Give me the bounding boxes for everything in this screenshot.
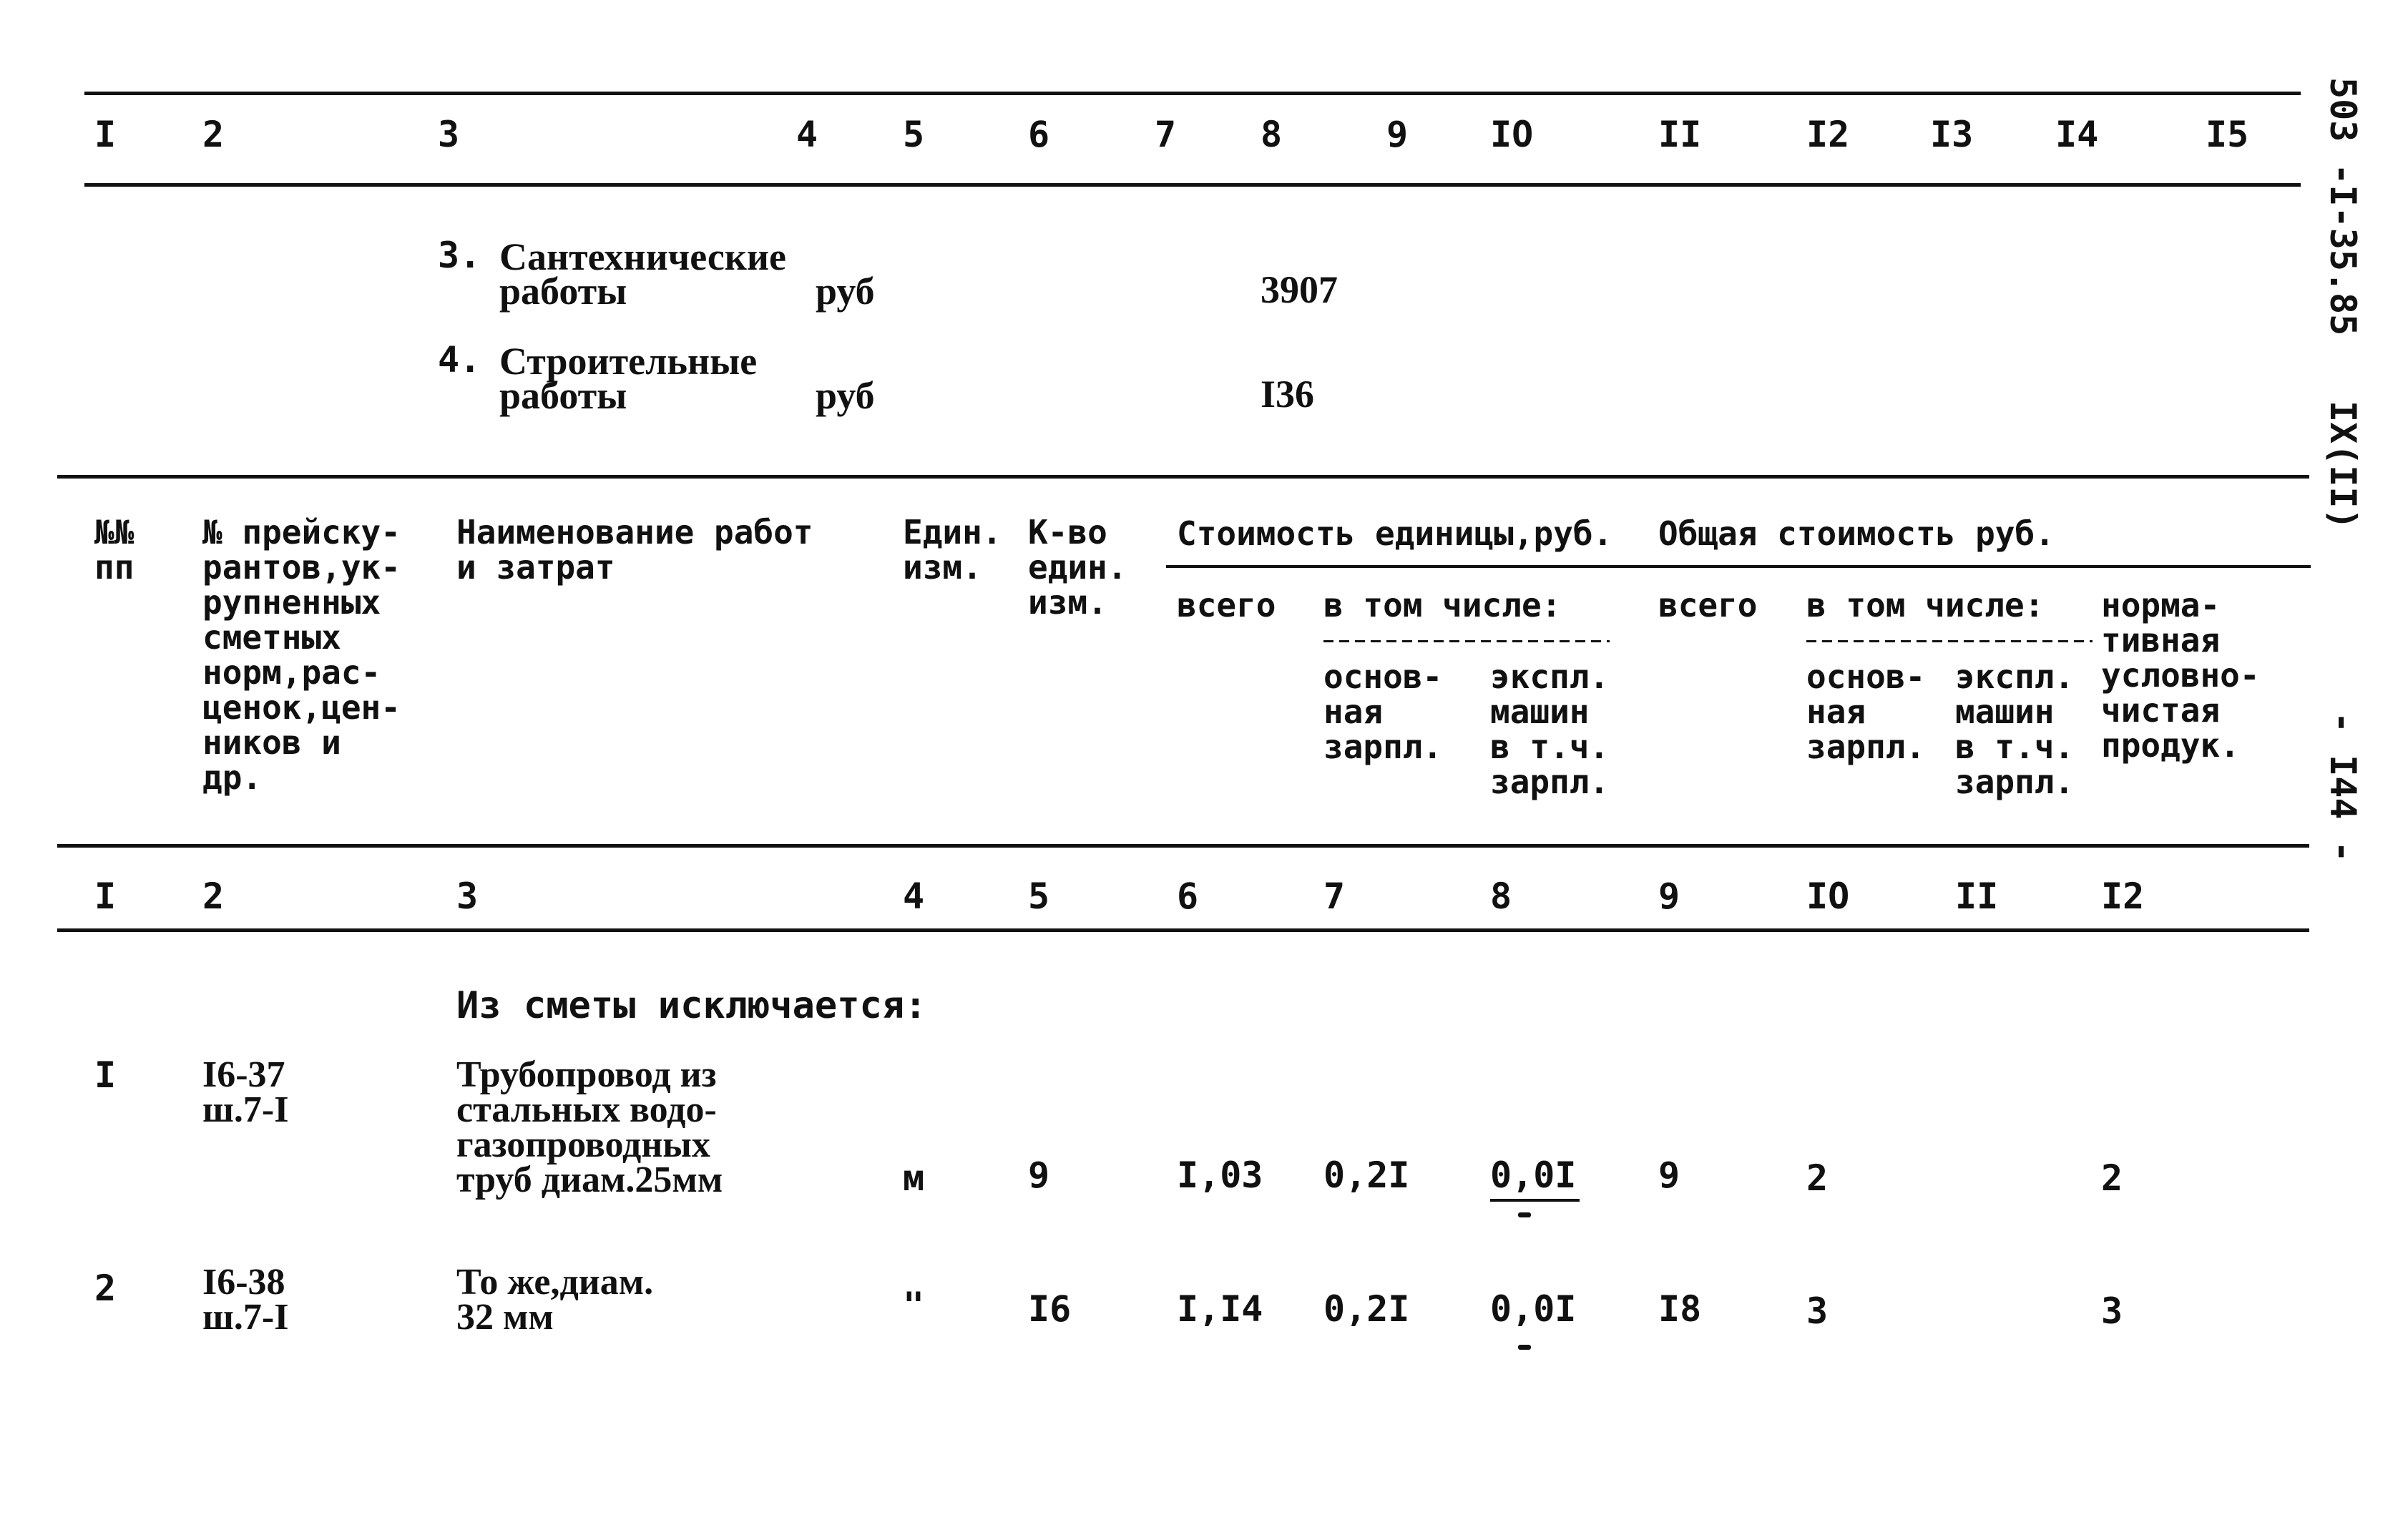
unit-wage: 0,2I — [1323, 1154, 1410, 1196]
unit-machine-mark — [1518, 1345, 1531, 1350]
unit-machine-underline — [1490, 1199, 1580, 1202]
total-wage: 3 — [1806, 1290, 1829, 1332]
main-colnum: I — [94, 876, 117, 917]
top-colnum: 5 — [903, 114, 925, 155]
quantity: 9 — [1028, 1154, 1050, 1196]
top-rule — [84, 92, 2301, 95]
header-total-incl-rule — [1806, 640, 2093, 642]
top-colnum: 9 — [1386, 114, 1409, 155]
row-number: 2 — [94, 1268, 117, 1309]
unit-wage: 0,2I — [1323, 1288, 1410, 1330]
total: I8 — [1658, 1288, 1702, 1330]
unit-machine: 0,0I — [1490, 1154, 1577, 1196]
top-colnum: 8 — [1261, 114, 1283, 155]
section-title: Из сметы исключается: — [456, 984, 927, 1027]
unit: руб — [816, 374, 875, 417]
work-name-cont: работы — [499, 270, 627, 313]
unit: м — [903, 1157, 925, 1199]
work-name: Сантехнические — [499, 235, 786, 278]
header-unit-wage: основ- ная зарпл. — [1323, 657, 1443, 766]
top-colnum: 6 — [1028, 114, 1050, 155]
header-unit-incl-rule — [1323, 640, 1610, 642]
main-colnum: IO — [1806, 876, 1850, 917]
unit-machine-mark — [1518, 1212, 1531, 1217]
unit-total: I,03 — [1177, 1154, 1263, 1196]
main-header-bottom-rule — [57, 844, 2309, 848]
document-code: 503 -I-35.85 — [2322, 77, 2364, 336]
header-total-wage: основ- ная зарпл. — [1806, 657, 1926, 766]
top-colnum: 2 — [202, 114, 225, 155]
work-name: То же,диам. 32 мм — [456, 1262, 654, 1338]
header-unit-cost-group: Стоимость единицы,руб. — [1177, 514, 1613, 553]
header-total-machine: экспл. машин в т.ч. зарпл. — [1955, 657, 2075, 801]
top-colnum: I5 — [2206, 114, 2249, 155]
header-row-number: №№ пп — [94, 513, 134, 587]
header-total-incl: в том числе: — [1806, 586, 2045, 624]
header-total-cost-group: Общая стоимость руб. — [1658, 514, 2055, 553]
quantity: I6 — [1028, 1288, 1072, 1330]
norm-product: 3 — [2101, 1290, 2123, 1332]
header-unit-total: всего — [1177, 586, 1276, 624]
work-name: Трубопровод из стальных водо- газопроводных труб диам.25мм — [456, 1054, 723, 1200]
unit-total: I,I4 — [1177, 1288, 1263, 1330]
header-unit-incl: в том числе: — [1323, 586, 1562, 624]
main-colnum: 5 — [1028, 876, 1050, 917]
main-header-top-rule — [57, 475, 2309, 479]
main-columns-rule — [57, 928, 2309, 932]
main-colnum: 9 — [1658, 876, 1680, 917]
section-label: IX(II) — [2322, 401, 2364, 530]
unit: " — [903, 1285, 925, 1326]
header-unit-machine: экспл. машин в т.ч. зарпл. — [1490, 657, 1610, 801]
top-colnum: I3 — [1930, 114, 1974, 155]
header-work-name: Наименование работ и затрат — [456, 513, 813, 587]
work-name-cont: работы — [499, 374, 627, 417]
top-columns-rule — [84, 183, 2301, 187]
cost-value: 3907 — [1261, 268, 1338, 311]
unit-machine: 0,0I — [1490, 1288, 1577, 1330]
main-colnum: 7 — [1323, 876, 1346, 917]
main-colnum: 6 — [1177, 876, 1199, 917]
top-colnum: I — [94, 114, 117, 155]
work-name: Строительные — [499, 340, 758, 383]
row-number: 4. — [438, 339, 481, 381]
header-price-reference: № прейску- рантов,ук- рупненных сметных норм,рас- ценок,цен- ников и др. — [202, 513, 401, 797]
top-colnum: II — [1658, 114, 1702, 155]
header-unit: Един. изм. — [903, 513, 1002, 587]
price-reference: I6-38 ш.7-I — [202, 1262, 289, 1338]
main-colnum: II — [1955, 876, 1999, 917]
header-total-total: всего — [1658, 586, 1758, 624]
cost-value: I36 — [1261, 373, 1315, 416]
row-number: I — [94, 1054, 117, 1096]
main-colnum: 3 — [456, 876, 479, 917]
main-colnum: 4 — [903, 876, 925, 917]
top-colnum: I4 — [2055, 114, 2099, 155]
top-colnum: I2 — [1806, 114, 1850, 155]
norm-product: 2 — [2101, 1157, 2123, 1199]
unit: руб — [816, 270, 875, 313]
main-colnum: I2 — [2101, 876, 2145, 917]
main-colnum: 8 — [1490, 876, 1512, 917]
main-colnum: 2 — [202, 876, 225, 917]
page-number: - I44 - — [2322, 712, 2364, 863]
top-colnum: IO — [1490, 114, 1534, 155]
row-number: 3. — [438, 235, 481, 276]
header-quantity: К-во един. изм. — [1028, 513, 1127, 622]
top-colnum: 3 — [438, 114, 460, 155]
total-wage: 2 — [1806, 1157, 1829, 1199]
total: 9 — [1658, 1154, 1680, 1196]
top-colnum: 4 — [796, 114, 818, 155]
top-colnum: 7 — [1155, 114, 1177, 155]
price-reference: I6-37 ш.7-I — [202, 1054, 289, 1130]
header-norm-product: норма- тивная условно- чистая продук. — [2101, 586, 2260, 765]
header-group-rule — [1166, 565, 2311, 568]
